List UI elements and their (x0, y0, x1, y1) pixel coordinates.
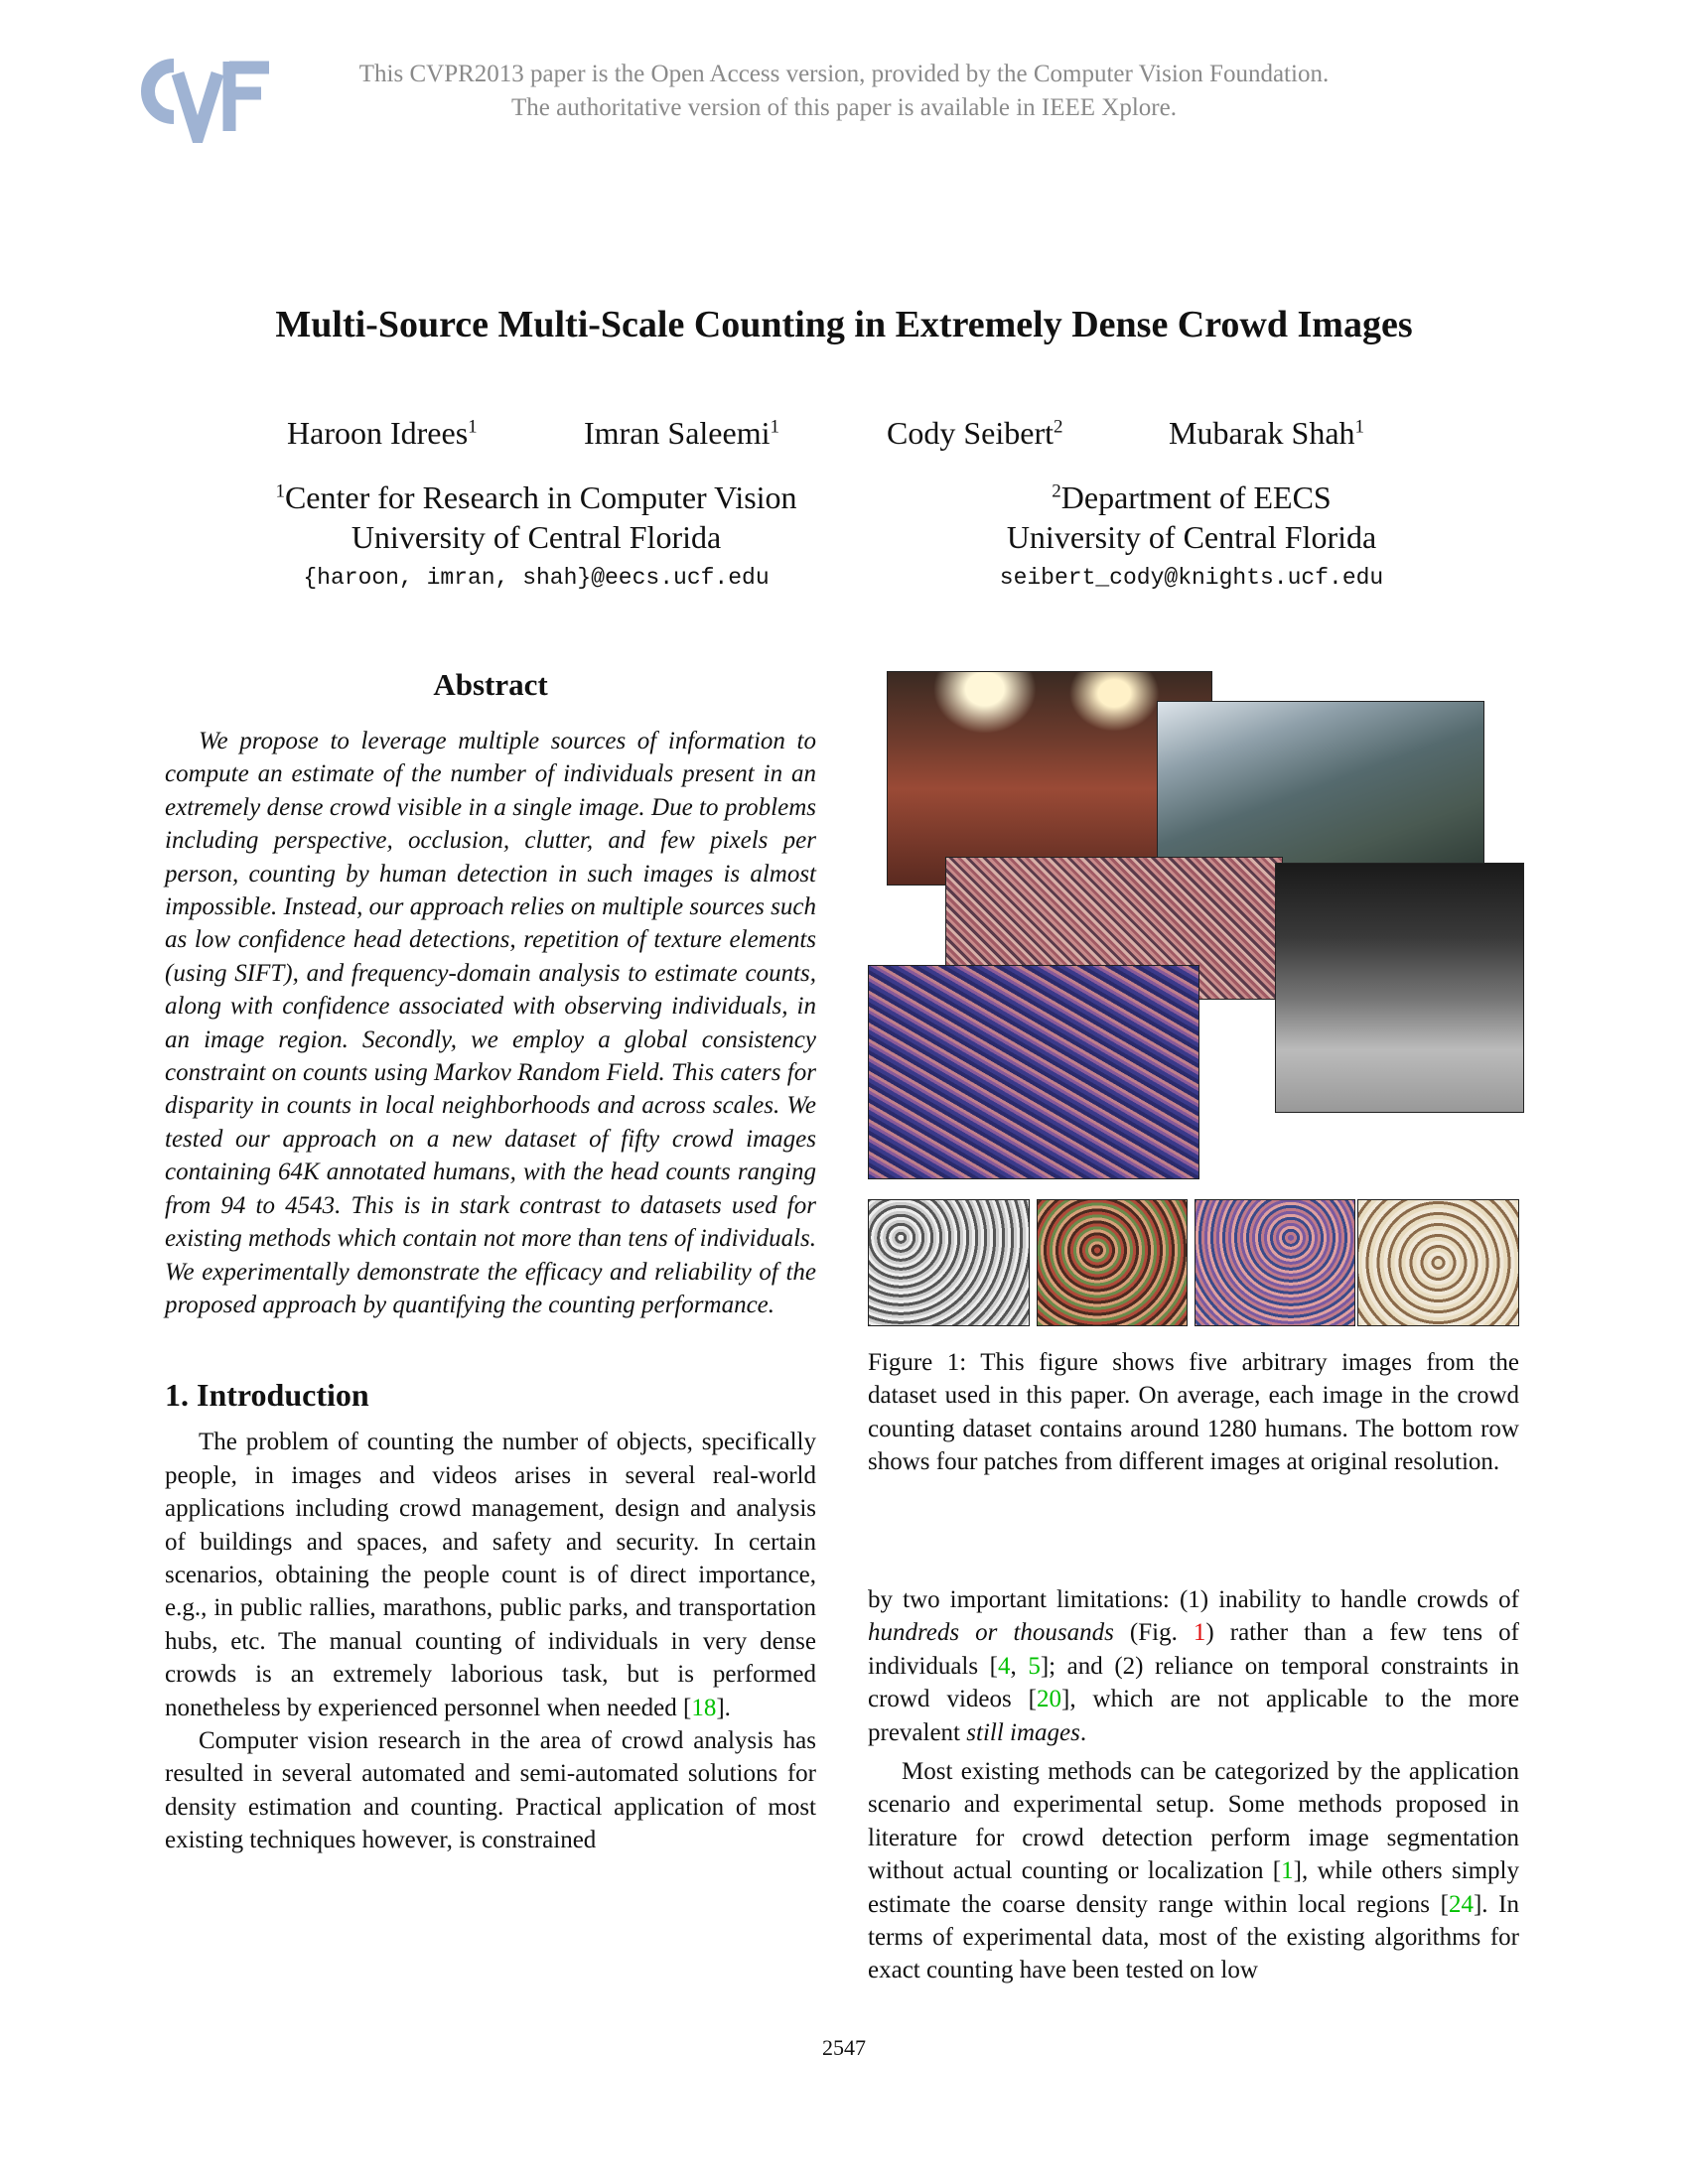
intro-paragraph-1: The problem of counting the number of objects, specifically people, in images and videos arises in several real-world applications including crowd management, design and analysis of buildings and spaces, and safety and security. In certain scenarios, obtaining the people count is of direct importance, e.g., in public rallies, marathons, public parks, and transportation hubs, etc. The manual counting of individuals in very dense crowds is an extremely laborious task, but is performed nonetheless by experienced personnel when needed [18]. (165, 1429, 816, 1721)
figure-1 (868, 671, 1519, 1326)
author-3: Cody Seibert$^2$ (887, 415, 1063, 451)
figure-1-caption: Figure 1: This figure shows five arbitrary images from the dataset used in this paper. On average, each image in the crowd counting dataset contains around 1280 humans. The bottom row shows four patches from different images at original resolution. (868, 1349, 1519, 1476)
crowd-photo-stadium-2 (1157, 701, 1484, 872)
crowd-photo-street-bw (1275, 863, 1524, 1113)
intro-paragraph-2: Computer vision research in the area of crowd analysis has resulted in several automated and semi-automated solutions for density estimation and counting. Practical application of most existing techniques however, is constrained (165, 1726, 816, 1854)
citation-link[interactable]: 18 (691, 1694, 717, 1721)
affiliation-2-line-2: University of Central Florida (1006, 519, 1377, 555)
affiliation-2 (894, 478, 1489, 557)
abstract-heading: Abstract (433, 667, 548, 702)
open-access-notice-line-1: This CVPR2013 paper is the Open Access version, provided by the Computer Vision Foundation. (358, 61, 1330, 87)
affiliation-1-line-1: $^1$Center for Research in Computer Vision (275, 479, 797, 515)
author-2: Imran Saleemi$^1$ (584, 415, 779, 451)
affiliation-2-line-1: $^2$Department of EECS (1052, 479, 1332, 515)
crowd-patch-4 (1357, 1199, 1519, 1326)
crowd-photo-dense-blue (868, 965, 1199, 1179)
left-column (165, 667, 816, 1857)
author-4: Mubarak Shah$^1$ (1169, 415, 1365, 451)
affiliation-1-line-2: University of Central Florida (351, 519, 722, 555)
citation-link[interactable]: 24 (1448, 1890, 1474, 1918)
citation-link[interactable]: 20 (1037, 1686, 1062, 1713)
crowd-patch-1 (868, 1199, 1030, 1326)
citation-link[interactable]: 5 (1028, 1652, 1041, 1680)
paper-title: Multi-Source Multi-Scale Counting in Extremely Dense Crowd Images (275, 304, 1413, 345)
crowd-patch-3 (1195, 1199, 1355, 1326)
affiliation-2-email[interactable]: seibert_cody@knights.ucf.edu (999, 565, 1384, 591)
page-number: 2547 (822, 2035, 866, 2060)
right-column (868, 1583, 1519, 1987)
figure-ref-link[interactable]: 1 (1193, 1619, 1206, 1647)
author-1: Haroon Idrees$^1$ (287, 415, 478, 451)
intro-paragraph-3: by two important limitations: (1) inability to handle crowds of hundreds or thousands (Fig. 1) rather than a few tens of individuals [4, 5]; and (2) reliance on temporal constraints in crowd videos [20], which are not applicable to the more prevalent still images. (868, 1586, 1520, 1746)
citation-link[interactable]: 1 (1281, 1857, 1294, 1885)
affiliation-1 (238, 478, 834, 557)
crowd-patch-2 (1037, 1199, 1188, 1326)
abstract-text: We propose to leverage multiple sources of information to compute an estimate of the number of individuals present in an extremely dense crowd visible in a single image. Due to problems including perspective, occlusion, clutter, and few pixels per person, counting by human detection in such images is almost impossible. Instead, our approach relies on multiple sources such as low confidence head detections, repetition of texture elements (using SIFT), and frequency-domain analysis to estimate counts, along with confidence associated with observing individuals, in an image region. Secondly, we employ a global consistency constraint on counts using Markov Random Field. This caters for disparity in counts in local neighborhoods and across scales. We tested our approach on a new dataset of fifty crowd images containing 64K annotated humans, with the head counts ranging from 94 to 4543. This is in stark contrast to datasets used for existing methods which contain not more than tens of individuals. We experimentally demonstrate the efficacy and reliability of the proposed approach by quantifying the counting performance. (165, 728, 816, 1318)
cvf-logo-icon (134, 52, 273, 143)
affiliation-1-email[interactable]: {haroon, imran, shah}@eecs.ucf.edu (303, 565, 770, 591)
open-access-notice-line-2: The authoritative version of this paper is available in IEEE Xplore. (511, 94, 1177, 121)
citation-link[interactable]: 4 (998, 1652, 1011, 1680)
introduction-heading: 1. Introduction (165, 1377, 369, 1414)
intro-paragraph-4: Most existing methods can be categorized by the application scenario and experimental setup. Some methods proposed in literature for crowd detection perform image segmentation without actual counting or localization [1], while others simply estimate the coarse density range within local regions [24]. In terms of experimental data, most of the existing algorithms for exact counting have been tested on low (868, 1758, 1520, 1984)
